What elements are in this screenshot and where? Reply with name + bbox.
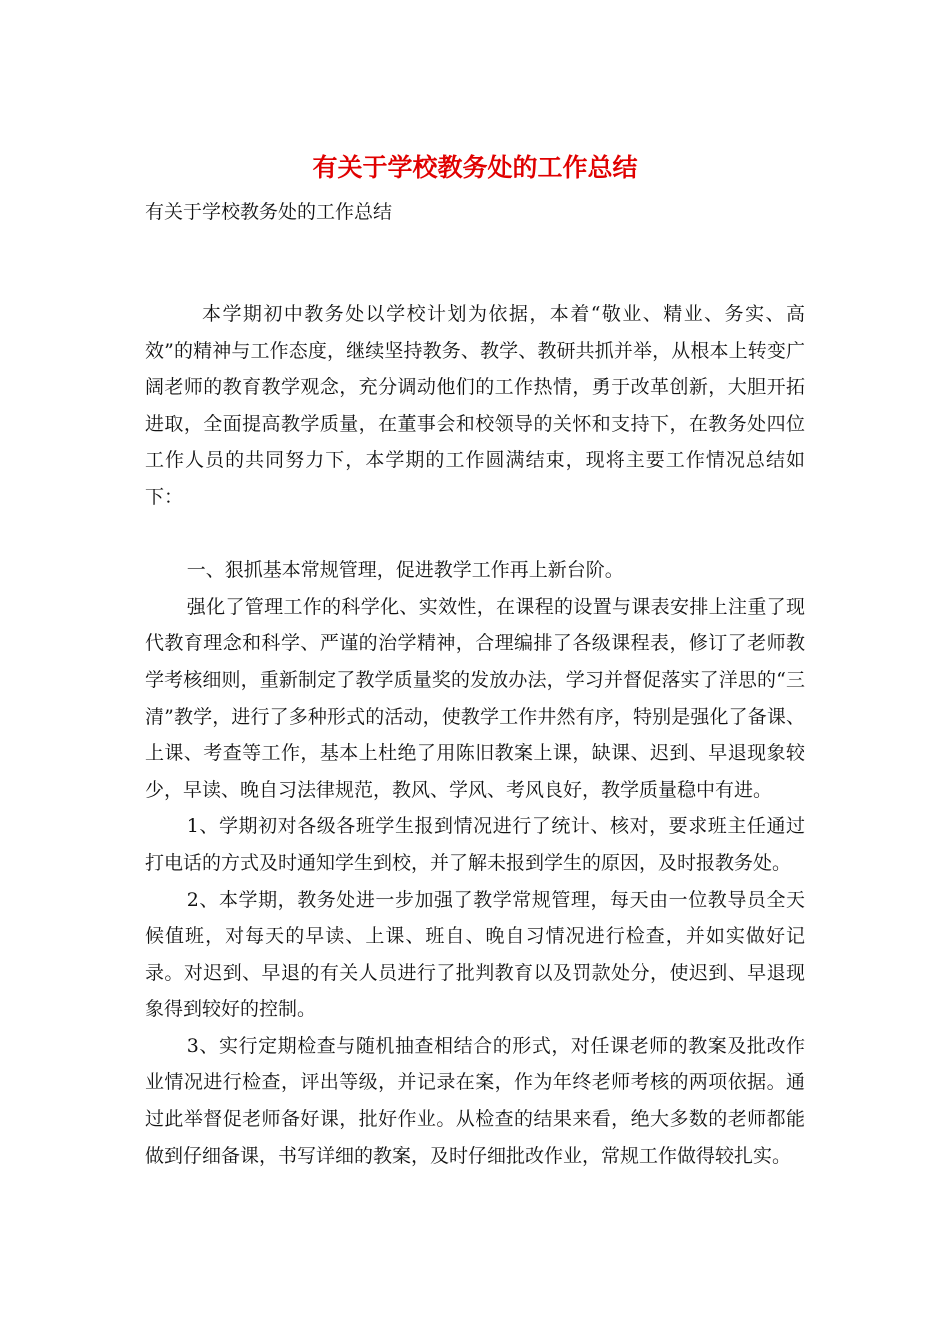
paragraph-item-1: 1、学期初对各级各班学生报到情况进行了统计、核对，要求班主任通过打电话的方式及时通知学生到校，并了解未报到学生的原因，及时报教务处。 <box>145 815 805 874</box>
section-heading-1: 一、狠抓基本常规管理，促进教学工作再上新台阶。 <box>186 559 624 582</box>
paragraph-gap <box>145 516 805 553</box>
paragraph-intro: 本学期初中教务处以学校计划为依据，本着“敬业、精业、务实、高效”的精神与工作态度，继续坚持教务、教学、教研共抓并举，从根本上转变广阔老师的教育教学观念，充分调动他们的工作热情，勇于改革创新，大胆开拓进取，全面提高教学质量，在董事会和校领导的关怀和支持下，在教务处四位工作人员的共同努力下，本学期的工作圆满结束，现将主要工作情况总结如下： <box>145 303 805 508</box>
document-title: 有关于学校教务处的工作总结 <box>312 153 638 182</box>
document-subtitle: 有关于学校教务处的工作总结 <box>145 201 393 223</box>
paragraph-item-3: 3、实行定期检查与随机抽查相结合的形式，对任课老师的教案及批改作业情况进行检查，评出等级，并记录在案，作为年终老师考核的两项依据。通过此举督促老师备好课，批好作业。从检查的结果来看，绝大多数的老师都能做到仔细备课，书写详细的教案，及时仔细批改作业，常规工作做得较扎实。 <box>145 1034 805 1167</box>
document-body <box>145 296 805 1174</box>
paragraph-item-2: 2、本学期，教务处进一步加强了教学常规管理，每天由一位教导员全天候值班，对每天的早读、上课、班自、晚自习情况进行检查，并如实做好记录。对迟到、早退的有关人员进行了批判教育以及罚款处分，使迟到、早退现象得到较好的控制。 <box>145 888 805 1021</box>
paragraph-section-1: 强化了管理工作的科学化、实效性，在课程的设置与课表安排上注重了现代教育理念和科学、严谨的治学精神，合理编排了各级课程表，修订了老师教学考核细则，重新制定了教学质量奖的发放办法，学习并督促落实了洋思的“三清”教学，进行了多种形式的活动，使教学工作井然有序，特别是强化了备课、上课、考查等工作，基本上杜绝了用陈旧教案上课，缺课、迟到、早退现象较少，早读、晚自习法律规范，教风、学风、考风良好，教学质量稳中有进。 <box>145 595 805 801</box>
